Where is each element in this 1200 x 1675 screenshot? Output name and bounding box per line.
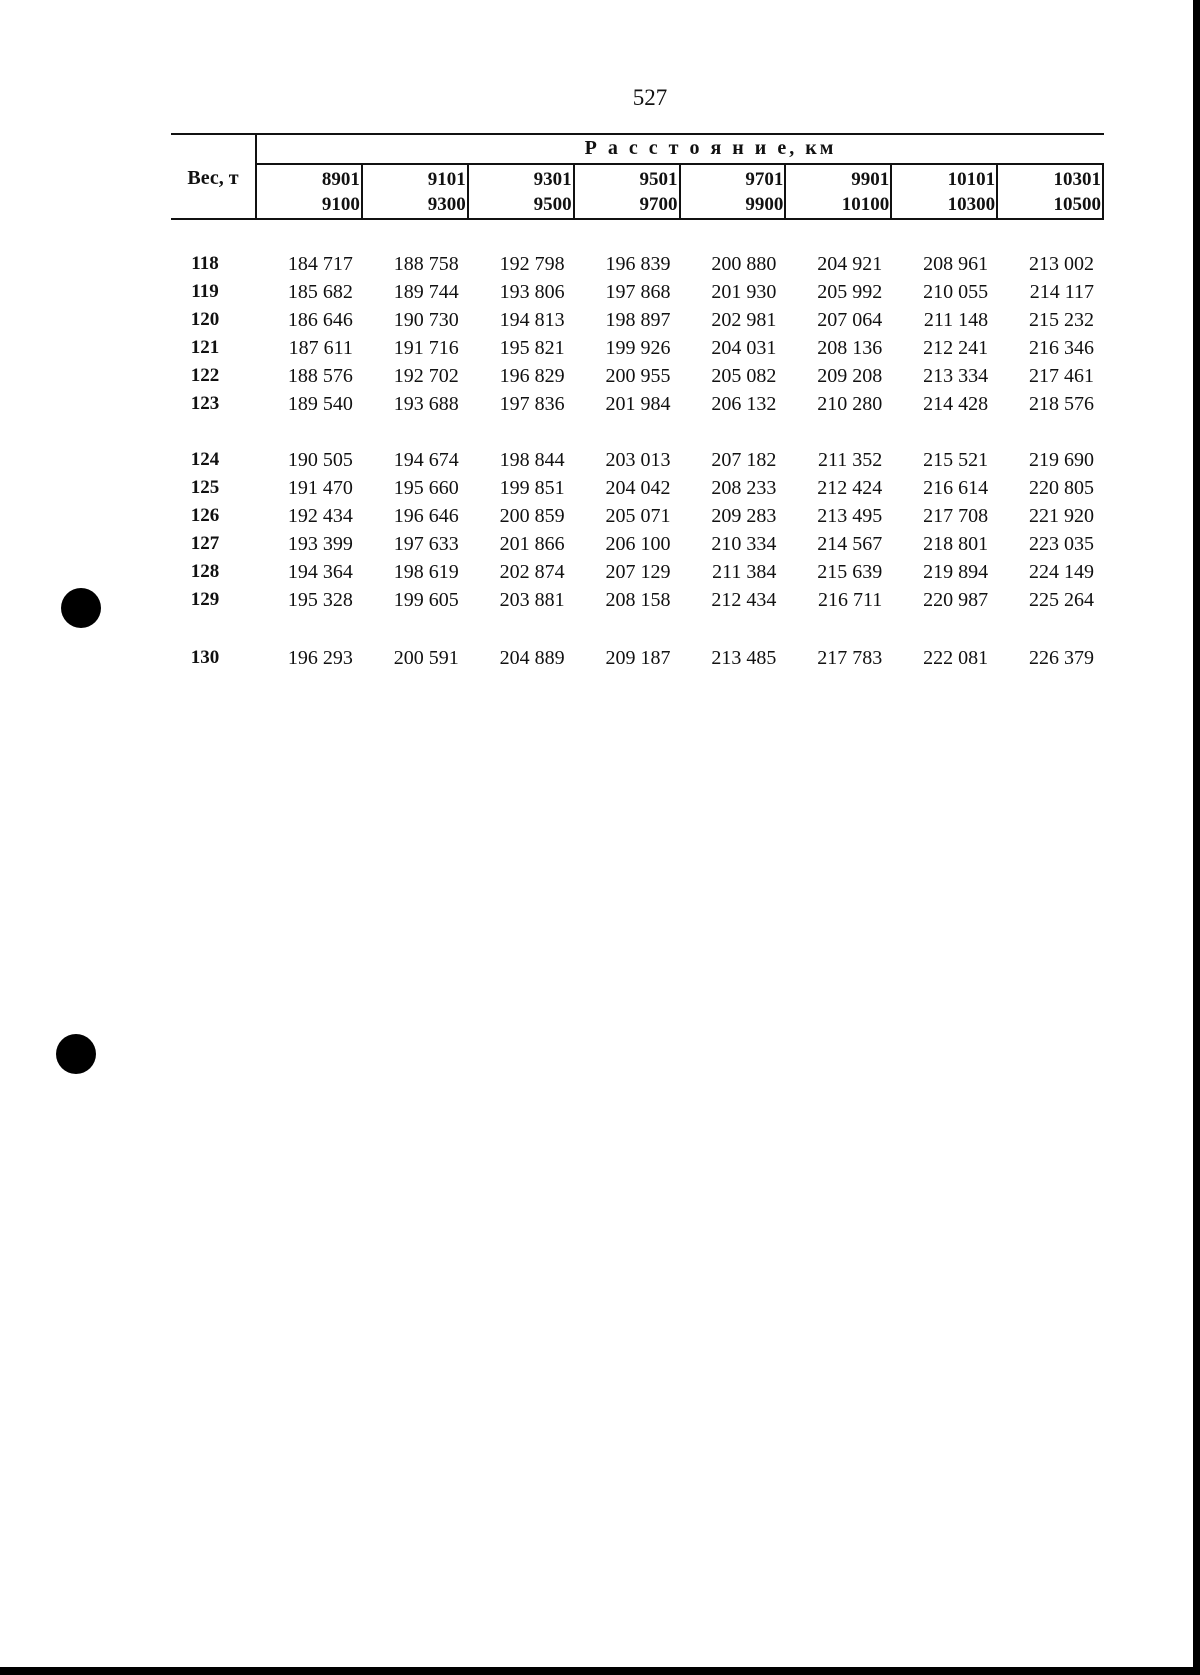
distance-range-header <box>998 165 1104 218</box>
table-row <box>171 530 1104 558</box>
distance-range-header <box>892 165 998 218</box>
value-cell: 187 611 <box>288 336 353 359</box>
value-cell: 213 334 <box>923 364 989 387</box>
value-cell: 205 071 <box>605 504 671 527</box>
value-cell: 199 926 <box>605 336 671 359</box>
value-cell: 189 540 <box>287 392 353 415</box>
table-row <box>171 446 1104 474</box>
value-cell: 207 129 <box>605 560 671 583</box>
range-to: 10100 <box>841 194 890 215</box>
table-header <box>171 133 1104 220</box>
weight-cell: 121 <box>190 337 220 358</box>
weight-cell: 123 <box>190 393 220 414</box>
value-cell: 188 758 <box>393 252 459 275</box>
value-cell: 217 708 <box>923 504 989 527</box>
range-from: 10301 <box>1053 169 1101 190</box>
range-to: 9700 <box>639 194 678 215</box>
value-cell: 201 930 <box>711 280 777 303</box>
value-cell: 194 674 <box>393 448 459 471</box>
value-cell: 217 783 <box>817 646 883 669</box>
range-to: 9900 <box>745 194 784 215</box>
page-number: 527 <box>632 85 668 110</box>
distance-header: Р а с с т о я н и е, км <box>257 135 1104 165</box>
value-cell: 215 639 <box>817 560 883 583</box>
distance-range-header <box>363 165 469 218</box>
table-row <box>171 362 1104 390</box>
value-cell: 204 889 <box>499 646 565 669</box>
range-from: 9301 <box>533 169 572 190</box>
value-cell: 209 208 <box>817 364 883 387</box>
table-row <box>171 278 1104 306</box>
value-cell: 212 424 <box>817 476 883 499</box>
value-cell: 203 013 <box>605 448 671 471</box>
value-cell: 226 379 <box>1029 646 1094 669</box>
table-row <box>171 586 1104 614</box>
weight-cell: 119 <box>191 281 219 302</box>
value-cell: 201 866 <box>499 532 565 555</box>
value-cell: 222 081 <box>923 646 989 669</box>
value-cell: 206 132 <box>711 392 777 415</box>
range-from: 10101 <box>947 169 996 190</box>
weight-cell: 125 <box>190 477 220 498</box>
value-cell: 210 334 <box>711 532 777 555</box>
value-cell: 208 158 <box>605 588 671 611</box>
value-cell: 192 702 <box>393 364 459 387</box>
range-from: 9101 <box>427 169 466 190</box>
tariff-table <box>171 133 1104 672</box>
value-cell: 190 505 <box>287 448 353 471</box>
value-cell: 197 868 <box>605 280 671 303</box>
weight-cell: 128 <box>190 561 220 582</box>
value-cell: 198 897 <box>605 308 671 331</box>
value-cell: 206 100 <box>605 532 671 555</box>
value-cell: 191 716 <box>393 336 459 359</box>
distance-range-header <box>681 165 787 218</box>
value-cell: 199 605 <box>393 588 459 611</box>
value-cell: 218 576 <box>1029 392 1094 415</box>
range-from: 9701 <box>745 169 784 190</box>
distance-range-header <box>469 165 575 218</box>
value-cell: 208 233 <box>711 476 777 499</box>
value-cell: 189 744 <box>393 280 459 303</box>
value-cell: 197 633 <box>393 532 459 555</box>
value-cell: 213 495 <box>817 504 883 527</box>
weight-cell: 126 <box>190 505 220 526</box>
distance-range-header <box>786 165 892 218</box>
table-row <box>171 390 1104 418</box>
value-cell: 199 851 <box>499 476 565 499</box>
weight-cell: 120 <box>190 309 220 330</box>
value-cell: 203 881 <box>499 588 565 611</box>
value-cell: 194 364 <box>287 560 353 583</box>
weight-cell: 122 <box>190 365 220 386</box>
value-cell: 211 384 <box>712 560 777 583</box>
value-cell: 215 521 <box>923 448 989 471</box>
value-cell: 209 283 <box>711 504 777 527</box>
range-to: 9300 <box>427 194 466 215</box>
weight-cell: 127 <box>190 533 220 554</box>
value-cell: 212 434 <box>711 588 777 611</box>
scan-border-right <box>1193 0 1200 1675</box>
value-cell: 213 485 <box>711 646 777 669</box>
value-cell: 200 859 <box>499 504 565 527</box>
table-row <box>171 306 1104 334</box>
value-cell: 213 002 <box>1029 252 1094 275</box>
distance-range-headers <box>257 165 1104 218</box>
value-cell: 193 806 <box>499 280 565 303</box>
value-cell: 198 844 <box>499 448 565 471</box>
table-body <box>171 250 1104 672</box>
value-cell: 210 055 <box>923 280 989 303</box>
weight-cell: 118 <box>191 253 219 274</box>
value-cell: 197 836 <box>499 392 565 415</box>
weight-column-header: Вес, т <box>171 135 257 218</box>
value-cell: 193 399 <box>287 532 353 555</box>
scan-border-bottom <box>0 1667 1200 1675</box>
value-cell: 204 042 <box>605 476 671 499</box>
value-cell: 205 082 <box>711 364 777 387</box>
value-cell: 204 031 <box>711 336 777 359</box>
value-cell: 202 874 <box>499 560 565 583</box>
value-cell: 216 346 <box>1029 336 1094 359</box>
value-cell: 195 821 <box>499 336 565 359</box>
range-to: 10500 <box>1053 194 1101 215</box>
value-cell: 196 293 <box>287 646 353 669</box>
value-cell: 224 149 <box>1029 560 1094 583</box>
table-row <box>171 250 1104 278</box>
value-cell: 220 987 <box>923 588 989 611</box>
value-cell: 205 992 <box>817 280 883 303</box>
value-cell: 194 813 <box>499 308 565 331</box>
table-row <box>171 644 1104 672</box>
value-cell: 219 690 <box>1029 448 1094 471</box>
value-cell: 193 688 <box>393 392 459 415</box>
value-cell: 196 839 <box>605 252 671 275</box>
range-to: 10300 <box>947 194 996 215</box>
punch-hole-top <box>61 588 101 628</box>
value-cell: 200 955 <box>605 364 671 387</box>
value-cell: 225 264 <box>1029 588 1094 611</box>
value-cell: 195 660 <box>393 476 459 499</box>
value-cell: 211 352 <box>817 448 883 471</box>
value-cell: 184 717 <box>287 252 353 275</box>
value-cell: 198 619 <box>393 560 459 583</box>
value-cell: 209 187 <box>605 646 671 669</box>
value-cell: 207 064 <box>817 308 883 331</box>
value-cell: 186 646 <box>287 308 353 331</box>
value-cell: 220 805 <box>1029 476 1094 499</box>
value-cell: 196 829 <box>499 364 565 387</box>
range-from: 9501 <box>639 169 678 190</box>
punch-hole-bottom <box>56 1034 96 1074</box>
weight-cell: 124 <box>190 449 220 470</box>
value-cell: 208 136 <box>817 336 883 359</box>
range-from: 8901 <box>321 169 360 190</box>
value-cell: 223 035 <box>1029 532 1094 555</box>
value-cell: 202 981 <box>711 308 777 331</box>
value-cell: 216 614 <box>923 476 989 499</box>
value-cell: 211 148 <box>923 308 989 331</box>
value-cell: 215 232 <box>1029 308 1094 331</box>
value-cell: 192 798 <box>499 252 565 275</box>
table-row <box>171 558 1104 586</box>
value-cell: 216 711 <box>817 588 883 611</box>
value-cell: 201 984 <box>605 392 671 415</box>
value-cell: 214 428 <box>923 392 989 415</box>
table-row <box>171 334 1104 362</box>
value-cell: 217 461 <box>1029 364 1094 387</box>
distance-range-header <box>257 165 363 218</box>
range-to: 9100 <box>321 194 360 215</box>
weight-cell: 129 <box>190 589 220 610</box>
value-cell: 190 730 <box>393 308 459 331</box>
value-cell: 219 894 <box>923 560 989 583</box>
value-cell: 196 646 <box>393 504 459 527</box>
value-cell: 214 117 <box>1029 280 1094 303</box>
range-from: 9901 <box>851 169 890 190</box>
value-cell: 207 182 <box>711 448 777 471</box>
weight-cell: 130 <box>190 647 220 668</box>
value-cell: 192 434 <box>287 504 353 527</box>
value-cell: 214 567 <box>817 532 883 555</box>
value-cell: 210 280 <box>817 392 883 415</box>
value-cell: 204 921 <box>817 252 883 275</box>
distance-range-header <box>575 165 681 218</box>
value-cell: 221 920 <box>1029 504 1094 527</box>
value-cell: 195 328 <box>287 588 353 611</box>
value-cell: 208 961 <box>923 252 989 275</box>
value-cell: 212 241 <box>923 336 989 359</box>
range-to: 9500 <box>533 194 572 215</box>
value-cell: 200 880 <box>711 252 777 275</box>
value-cell: 185 682 <box>287 280 353 303</box>
value-cell: 200 591 <box>393 646 459 669</box>
value-cell: 188 576 <box>287 364 353 387</box>
value-cell: 218 801 <box>923 532 989 555</box>
table-row <box>171 474 1104 502</box>
table-row <box>171 502 1104 530</box>
value-cell: 191 470 <box>287 476 353 499</box>
